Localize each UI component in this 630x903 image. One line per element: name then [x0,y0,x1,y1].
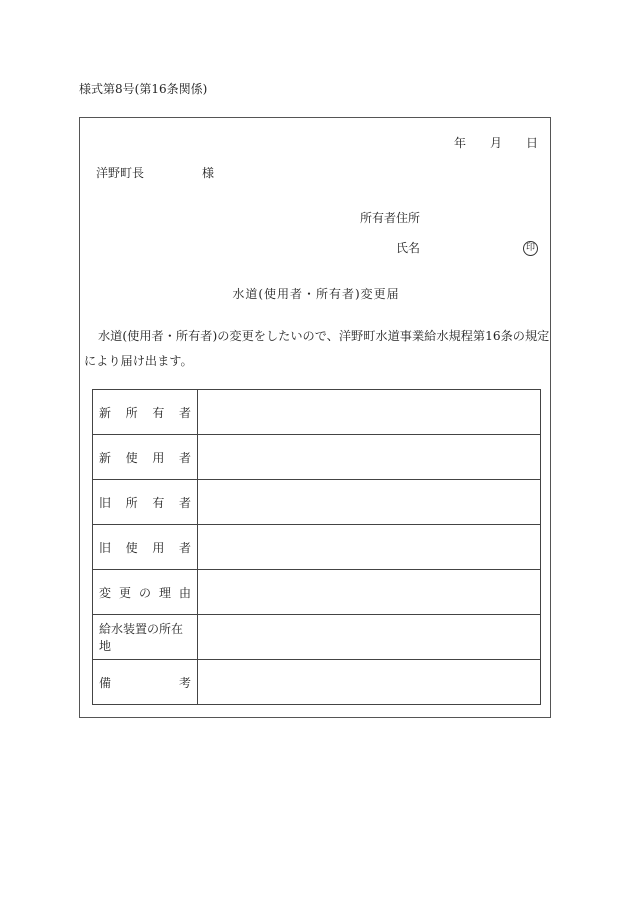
date-day-label: 日 [526,136,539,150]
device-location-field[interactable] [198,615,541,660]
row-label-former-user: 旧 使 用 者 [93,525,198,570]
row-label-remarks: 備 考 [93,660,198,705]
row-label-device-location: 給水装置の所在地 [93,615,198,660]
applicant-name-label: 氏名 [396,241,421,255]
table-row [93,390,541,435]
recipient-name: 洋野町長 [96,166,145,180]
row-label-change-reason: 変 更 の 理 由 [93,570,198,615]
document-title: 水道(使用者・所有者)変更届 [232,287,400,301]
form-frame [79,117,551,718]
row-label-former-owner: 旧 所 有 者 [93,480,198,525]
table-row [93,435,541,480]
former-owner-field[interactable] [198,480,541,525]
row-label-new-owner: 新 所 有 者 [93,390,198,435]
notification-table [92,389,541,705]
form-number: 様式第8号(第16条関係) [79,82,208,96]
owner-address-label: 所有者住所 [360,211,421,225]
table-row [93,480,541,525]
row-label-new-user: 新 使 用 者 [93,435,198,480]
body-text: 水道(使用者・所有者)の変更をしたいので、洋野町水道事業給水規程第16条の規定により届け出ます。 [84,329,550,368]
new-user-field[interactable] [198,435,541,480]
table-row [93,615,541,660]
date-year-label: 年 [454,136,467,150]
former-user-field[interactable] [198,525,541,570]
table-row [93,660,541,705]
remarks-field[interactable] [198,660,541,705]
change-reason-field[interactable] [198,570,541,615]
table-row [93,570,541,615]
table-row [93,525,541,570]
recipient-honorific: 様 [202,166,215,180]
new-owner-field[interactable] [198,390,541,435]
date-line [80,134,552,150]
date-month-label: 月 [490,136,503,150]
seal-icon: 印 [523,241,538,256]
seal-mark [523,239,538,256]
